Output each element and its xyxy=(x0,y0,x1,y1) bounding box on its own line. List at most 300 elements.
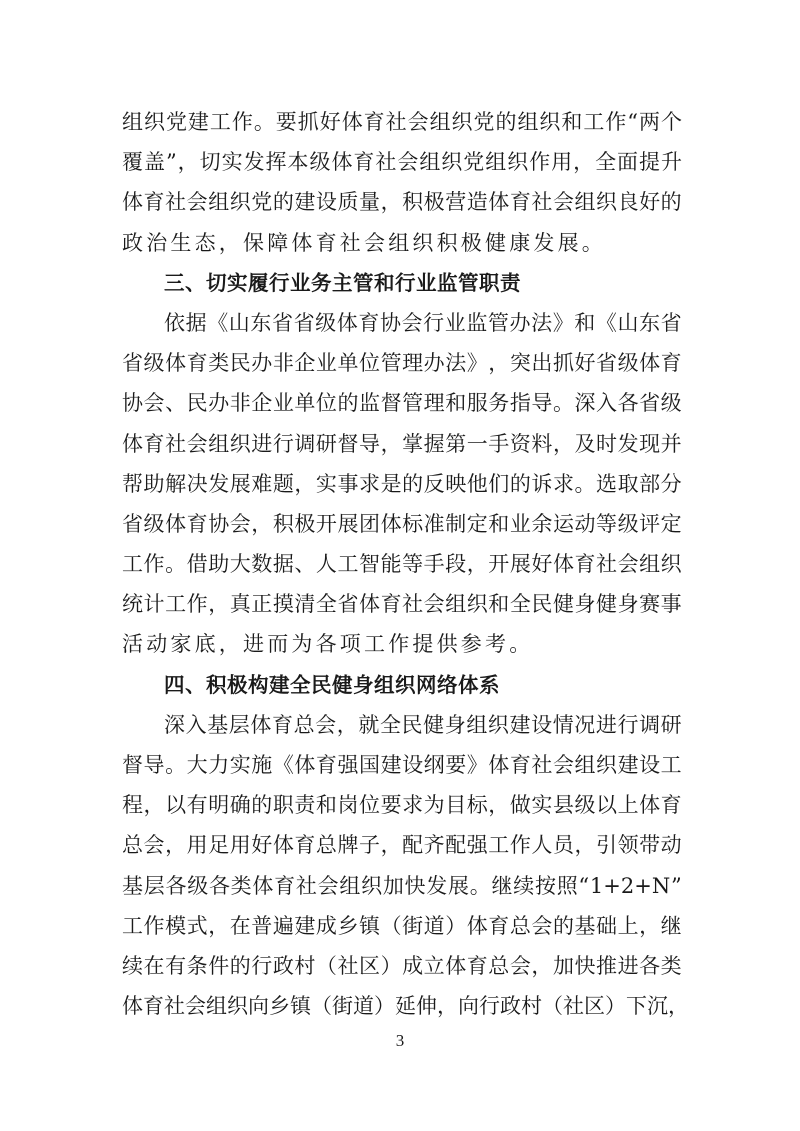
glyph: 务 xyxy=(488,391,510,416)
glyph: 育 xyxy=(143,190,165,215)
glyph: 体 xyxy=(639,351,661,376)
glyph: 照 xyxy=(556,873,578,898)
glyph: 难 xyxy=(251,471,273,496)
glyph: 各 xyxy=(208,873,230,898)
text-line xyxy=(122,946,682,986)
glyph: 织 xyxy=(229,190,251,215)
glyph: 组 xyxy=(419,150,441,175)
glyph: 会 xyxy=(509,953,531,978)
glyph: 摸 xyxy=(272,592,294,617)
glyph: 育 xyxy=(315,753,337,777)
glyph: 总 xyxy=(315,833,337,858)
glyph: 模 xyxy=(165,913,187,938)
text-line xyxy=(122,866,682,906)
glyph: 体 xyxy=(122,190,143,215)
glyph: 工 xyxy=(488,833,510,858)
glyph: ， xyxy=(488,793,510,818)
glyph: 省 xyxy=(122,351,143,376)
glyph: 手 xyxy=(423,552,445,577)
glyph: 身 xyxy=(444,712,466,737)
glyph: 级 xyxy=(143,351,165,376)
glyph: 的 xyxy=(495,110,517,134)
glyph: 育 xyxy=(574,552,596,577)
glyph: 位 xyxy=(359,793,381,818)
text-line xyxy=(122,986,689,1026)
glyph: 部 xyxy=(639,471,661,496)
glyph: 织 xyxy=(466,592,488,617)
glyph: 政 xyxy=(500,994,521,1019)
glyph: 省 xyxy=(293,310,315,335)
glyph: 织 xyxy=(660,552,682,577)
glyph: 展 xyxy=(337,511,359,536)
glyph: ” xyxy=(165,150,177,175)
glyph: 推 xyxy=(596,953,618,978)
glyph: ， xyxy=(336,712,358,737)
glyph: ） xyxy=(605,994,626,1019)
glyph: 等 xyxy=(402,552,424,577)
glyph: 建 xyxy=(294,913,316,938)
glyph: 进 xyxy=(617,953,639,978)
glyph: 织 xyxy=(361,873,383,898)
glyph: 行 xyxy=(479,994,500,1019)
glyph: ， xyxy=(573,150,595,175)
glyph: 。 xyxy=(469,873,491,898)
glyph: 配 xyxy=(402,833,424,858)
glyph: 民 xyxy=(401,712,423,737)
glyph: 社 xyxy=(295,873,317,898)
glyph: 体 xyxy=(165,511,187,536)
glyph: 健 xyxy=(552,592,574,617)
glyph: 伸 xyxy=(416,994,437,1019)
glyph: 以 xyxy=(596,793,618,818)
text-line xyxy=(122,825,682,865)
glyph: 各 xyxy=(617,391,639,416)
glyph: 真 xyxy=(229,592,251,617)
glyph: 省 xyxy=(271,310,293,335)
glyph: 评 xyxy=(639,511,661,536)
glyph: 续 xyxy=(513,873,535,898)
glyph: 育 xyxy=(358,310,380,335)
glyph: 带 xyxy=(639,833,661,858)
glyph: 育 xyxy=(509,190,531,215)
glyph: 依 xyxy=(164,310,185,335)
glyph: 要 xyxy=(275,110,297,134)
glyph: 山 xyxy=(228,310,250,335)
glyph: 质 xyxy=(337,190,359,215)
glyph: 区 xyxy=(584,994,605,1019)
glyph: 企 xyxy=(294,351,316,376)
glyph: 及 xyxy=(574,431,596,456)
glyph: 织 xyxy=(596,190,618,215)
glyph: 体 xyxy=(466,913,488,938)
glyph: 织 xyxy=(227,994,248,1019)
glyph: ， xyxy=(177,150,199,175)
glyph: 基 xyxy=(574,913,596,938)
glyph: 社 xyxy=(563,994,584,1019)
glyph: 育 xyxy=(380,592,402,617)
glyph: 有 xyxy=(165,953,187,978)
glyph: 在 xyxy=(229,913,251,938)
glyph: 建 xyxy=(380,753,402,777)
glyph: 街 xyxy=(402,913,424,938)
glyph: ， xyxy=(143,793,165,818)
glyph: 管 xyxy=(380,351,402,376)
text-line xyxy=(122,906,682,946)
glyph: ） xyxy=(374,994,395,1019)
glyph: 的 xyxy=(272,190,294,215)
glyph: 本 xyxy=(287,150,309,175)
glyph: 全 xyxy=(315,592,337,617)
glyph: ） xyxy=(380,953,402,978)
glyph: 会 xyxy=(401,310,423,335)
text-line xyxy=(122,504,682,544)
glyph: 东 xyxy=(250,310,272,335)
text-line xyxy=(122,785,682,825)
glyph: 覆 xyxy=(122,150,143,175)
glyph: 和 xyxy=(445,391,467,416)
glyph: 。 xyxy=(253,110,275,134)
glyph: 求 xyxy=(359,471,381,496)
glyph: 的 xyxy=(509,471,531,496)
glyph: 镇 xyxy=(290,994,311,1019)
glyph: 的 xyxy=(402,471,424,496)
glyph: 入 xyxy=(596,391,618,416)
glyph: 开 xyxy=(315,511,337,536)
glyph: 建 xyxy=(187,110,209,134)
glyph: 盖 xyxy=(143,150,165,175)
glyph: 组 xyxy=(574,190,596,215)
glyph: 映 xyxy=(445,471,467,496)
glyph: 社 xyxy=(402,592,424,617)
glyph: 《 xyxy=(207,310,229,335)
glyph: 业 xyxy=(315,351,337,376)
glyph: 体 xyxy=(122,994,143,1019)
glyph: 段 xyxy=(445,552,467,577)
glyph: 能 xyxy=(380,552,402,577)
glyph: 社 xyxy=(337,953,359,978)
glyph: 的 xyxy=(552,913,574,938)
glyph: 牌 xyxy=(337,833,359,858)
glyph: 程 xyxy=(122,793,143,818)
glyph: 总 xyxy=(122,833,143,858)
glyph: 身 xyxy=(574,592,596,617)
glyph: 他 xyxy=(466,471,488,496)
glyph: 资 xyxy=(509,431,531,456)
glyph: 好 xyxy=(639,190,661,215)
glyph: 立 xyxy=(423,953,445,978)
glyph: 力 xyxy=(208,753,230,777)
glyph: 和 xyxy=(488,592,510,617)
glyph: 组 xyxy=(206,994,227,1019)
glyph: 极 xyxy=(294,511,316,536)
glyph: （ xyxy=(315,953,337,978)
glyph: 在 xyxy=(143,953,165,978)
paragraph-fitness-network xyxy=(122,705,689,1027)
glyph: 体 xyxy=(165,351,187,376)
glyph: 人 xyxy=(531,833,553,858)
glyph: 好 xyxy=(531,552,553,577)
glyph: 织 xyxy=(539,110,561,134)
glyph: 事 xyxy=(660,592,682,617)
glyph: 会 xyxy=(552,753,574,777)
glyph: 民 xyxy=(186,391,208,416)
glyph: 清 xyxy=(294,592,316,617)
glyph: 体 xyxy=(122,431,143,456)
glyph: 级 xyxy=(660,391,682,416)
glyph: 东 xyxy=(639,310,661,335)
glyph: 展 xyxy=(229,471,251,496)
glyph: 总 xyxy=(293,712,315,737)
glyph: 向 xyxy=(458,994,479,1019)
glyph: 实 xyxy=(221,150,243,175)
glyph: 监 xyxy=(359,391,381,416)
glyph: 计 xyxy=(143,592,165,617)
glyph: 协 xyxy=(122,391,143,416)
glyph: 抓 xyxy=(552,351,574,376)
glyph: 统 xyxy=(122,592,143,617)
glyph: 基 xyxy=(207,712,229,737)
glyph: 等 xyxy=(596,511,618,536)
glyph: 发 xyxy=(243,150,265,175)
glyph: 会 xyxy=(186,431,208,456)
glyph: 会 xyxy=(407,110,429,134)
glyph: 民 xyxy=(531,592,553,617)
glyph: 研 xyxy=(315,431,337,456)
glyph: 织 xyxy=(596,753,618,777)
glyph: 省 xyxy=(337,592,359,617)
glyph: 解 xyxy=(165,471,187,496)
glyph: 》 xyxy=(466,351,488,376)
glyph: 体 xyxy=(294,753,316,777)
glyph: 协 xyxy=(208,511,230,536)
document-body xyxy=(122,102,689,1026)
glyph: 督 xyxy=(380,391,402,416)
glyph: 足 xyxy=(208,833,230,858)
glyph: 育 xyxy=(466,953,488,978)
glyph: 并 xyxy=(660,431,682,456)
paragraph-supervision xyxy=(122,303,682,665)
glyph: 下 xyxy=(626,994,647,1019)
glyph: 据 xyxy=(272,552,294,577)
glyph: 社 xyxy=(165,431,187,456)
glyph: 育 xyxy=(660,793,682,818)
glyph: 社 xyxy=(164,994,185,1019)
glyph: 道 xyxy=(423,913,445,938)
glyph: 体 xyxy=(380,511,402,536)
section-heading-3: 三、切实履行业务主管和行业监管职责 xyxy=(164,270,521,295)
glyph: ， xyxy=(294,471,316,496)
glyph: 级 xyxy=(143,511,165,536)
glyph: 单 xyxy=(294,391,316,416)
glyph: 题 xyxy=(272,471,294,496)
glyph: 体 xyxy=(272,833,294,858)
glyph: 普 xyxy=(251,913,273,938)
glyph: 织 xyxy=(451,110,473,134)
glyph: 会 xyxy=(185,994,206,1019)
glyph: 体 xyxy=(250,712,272,737)
glyph: 育 xyxy=(509,753,531,777)
glyph: 上 xyxy=(617,793,639,818)
glyph: 层 xyxy=(143,873,165,898)
glyph: 开 xyxy=(488,552,510,577)
glyph: 手 xyxy=(488,431,510,456)
glyph: 式 xyxy=(186,913,208,938)
text-line xyxy=(122,303,682,343)
glyph: 做 xyxy=(509,793,531,818)
glyph: 积 xyxy=(272,511,294,536)
glyph: 人 xyxy=(315,552,337,577)
glyph: 级 xyxy=(617,351,639,376)
glyph: 纲 xyxy=(423,753,445,777)
glyph: 组 xyxy=(339,873,361,898)
glyph: 取 xyxy=(617,471,639,496)
glyph: 情 xyxy=(552,712,574,737)
glyph: ， xyxy=(531,953,553,978)
glyph: 业 xyxy=(272,391,294,416)
glyph: 工 xyxy=(122,913,143,938)
glyph: 的 xyxy=(337,391,359,416)
glyph: 大 xyxy=(186,753,208,777)
glyph: 。 xyxy=(165,753,187,777)
glyph: 会 xyxy=(397,150,419,175)
glyph: 育 xyxy=(488,913,510,938)
glyph: 和 xyxy=(574,310,596,335)
glyph: 加 xyxy=(552,953,574,978)
glyph: 管 xyxy=(402,391,424,416)
glyph: 类 xyxy=(230,873,252,898)
glyph: 团 xyxy=(359,511,381,536)
text-line xyxy=(122,383,682,423)
glyph: 道 xyxy=(353,994,374,1019)
glyph: 求 xyxy=(402,793,424,818)
glyph: 办 xyxy=(423,351,445,376)
glyph: 准 xyxy=(423,511,445,536)
glyph: 强 xyxy=(466,833,488,858)
glyph: 作 xyxy=(509,833,531,858)
glyph: 智 xyxy=(359,552,381,577)
glyph: 突 xyxy=(509,351,531,376)
glyph: 》 xyxy=(552,310,574,335)
glyph: 业 xyxy=(509,511,531,536)
glyph: 决 xyxy=(186,471,208,496)
glyph: 用 xyxy=(186,833,208,858)
glyph: 社 xyxy=(375,150,397,175)
glyph: 好 xyxy=(574,351,596,376)
glyph: 会 xyxy=(186,190,208,215)
glyph: 级 xyxy=(574,793,596,818)
section-heading-4: 四、积极构建全民健身组织网络体系 xyxy=(164,672,500,697)
glyph: 两 xyxy=(639,110,660,134)
glyph: 体 xyxy=(341,110,363,134)
glyph: 党 xyxy=(463,150,485,175)
glyph: ， xyxy=(380,431,402,456)
glyph: 要 xyxy=(445,753,467,777)
glyph: 作 xyxy=(529,150,551,175)
glyph: 行 xyxy=(251,953,273,978)
glyph: 现 xyxy=(639,431,661,456)
glyph: 条 xyxy=(186,953,208,978)
glyph: 沉 xyxy=(647,994,668,1019)
glyph: 成 xyxy=(402,953,424,978)
glyph: 动 xyxy=(574,511,596,536)
glyph: 体 xyxy=(331,150,353,175)
glyph: 强 xyxy=(337,753,359,777)
glyph: 育 xyxy=(660,351,682,376)
glyph: 按 xyxy=(534,873,556,898)
text-line xyxy=(122,705,682,745)
glyph: 。 xyxy=(552,391,574,416)
glyph: 定 xyxy=(660,511,682,536)
text-line xyxy=(122,343,682,383)
glyph: 量 xyxy=(359,190,381,215)
glyph: ， xyxy=(380,190,402,215)
text-line xyxy=(122,544,682,584)
glyph: 《 xyxy=(595,310,617,335)
glyph: 和 xyxy=(315,793,337,818)
glyph: 要 xyxy=(380,793,402,818)
glyph: 体 xyxy=(445,953,467,978)
glyph: 育 xyxy=(186,351,208,376)
glyph: 镇 xyxy=(359,913,381,938)
glyph: 。 xyxy=(165,552,187,577)
glyph: 织 xyxy=(487,712,509,737)
glyph: 第 xyxy=(445,431,467,456)
glyph: 织 xyxy=(441,150,463,175)
glyph: 理 xyxy=(402,351,424,376)
glyph: 街 xyxy=(332,994,353,1019)
glyph: 余 xyxy=(531,511,553,536)
glyph: 行 xyxy=(272,431,294,456)
glyph: 。 xyxy=(574,471,596,496)
glyph: 成 xyxy=(315,913,337,938)
text-line xyxy=(122,464,682,504)
glyph: 展 xyxy=(509,552,531,577)
glyph: 造 xyxy=(466,190,488,215)
glyph: 会 xyxy=(531,913,553,938)
text-line xyxy=(122,584,682,624)
glyph: 会 xyxy=(229,511,251,536)
glyph: 组 xyxy=(639,552,661,577)
glyph: 各 xyxy=(639,953,661,978)
glyph: 县 xyxy=(552,793,574,818)
glyph: 全 xyxy=(509,592,531,617)
glyph: ， xyxy=(251,511,273,536)
glyph: 组 xyxy=(485,150,507,175)
glyph: 设 xyxy=(531,712,553,737)
glyph: 础 xyxy=(596,913,618,938)
glyph: 会 xyxy=(617,552,639,577)
glyph: 指 xyxy=(509,391,531,416)
glyph: ， xyxy=(208,913,230,938)
glyph: ” xyxy=(670,873,682,898)
glyph: 作 xyxy=(143,913,165,938)
glyph: ， xyxy=(380,833,402,858)
glyph: 分 xyxy=(660,471,682,496)
glyph: 法 xyxy=(445,351,467,376)
glyph: 助 xyxy=(143,471,165,496)
glyph: 省 xyxy=(596,351,618,376)
glyph: 子 xyxy=(359,833,381,858)
glyph: 作 xyxy=(605,110,627,134)
glyph: 组 xyxy=(429,110,451,134)
glyph: 社 xyxy=(531,753,553,777)
glyph: 们 xyxy=(488,471,510,496)
glyph: 借 xyxy=(186,552,208,577)
glyph: 握 xyxy=(423,431,445,456)
glyph: 和 xyxy=(561,110,583,134)
glyph: 导 xyxy=(531,391,553,416)
text-line xyxy=(122,142,682,182)
